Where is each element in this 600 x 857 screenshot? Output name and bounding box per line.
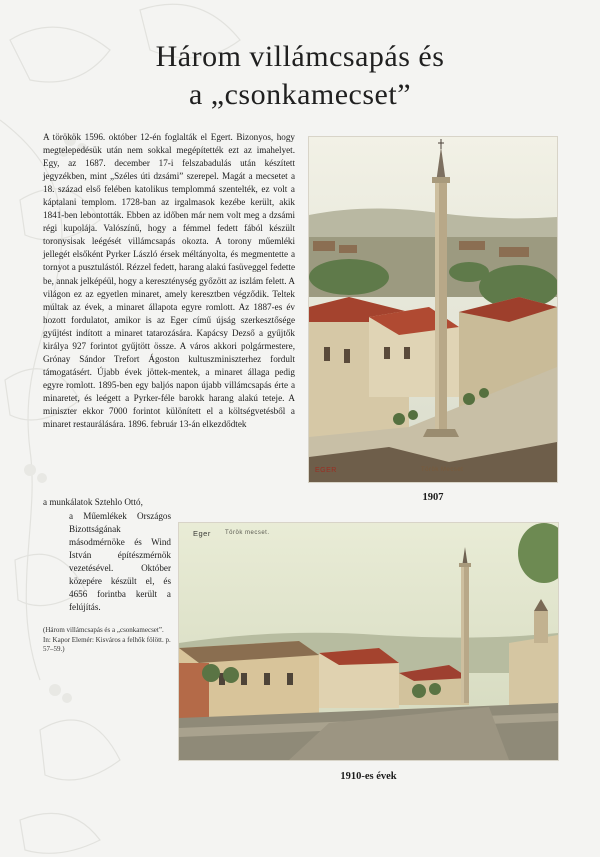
source-citation <box>43 626 171 655</box>
postcard-photo-1910s <box>179 523 558 760</box>
title-line-1: Három villámcsapás és <box>155 40 445 73</box>
article-paragraph: A törökök 1596. október 12-én foglalták el Egert. Bizonyos, hogy megtelepedésük után nem sokkal megépítették ezt az imahelyet. Egy, az 1687. december 17-i felszabadulás után készített jegyzékben, mint „Széles úti dzsámi” szerepel. Magát a mecsetet a 18. század első felében katolikus templommá szentelték, ez volt a káptalani templom. 1728-ban az irgalmasok kezébe került, akik 1841-ben lebontották. Ebben az időben már nem volt meg a dzsámi régi kupolája. Valószínű, hogy a fémmel fedett fából készült toronysisak leégését villámcsapás okozta. A torony műemléki jellegét elsőként Pyrker László érsek méltányolta, és megmentette a tornyot a pusztulástól. Rézzel fedett, harang alakú fasüveggel fedette be, annak jelképéül, hogy a kereszténység győzött az iszlám felett. A világon ez az egyetlen minaret, amely keresztben végződik. Teltek múltak az évek, a minaret állapota egyre romlott. Az 1887-es év hozott fordulatot, amikor is az Eger című újság szerkesztősége gyűjtést indított a minaret tatarozására. Kapácsy Dezső a gyűjtők királya 927 forintot gyűjtött össze. A város akkori polgármestere, Grónay Sándor Trefort Ágoston kultuszminiszterhez fordult támogatásért. Újabb évek jöttek-mentek, a minaret állaga pedig egyre romlott. 1895-ben egy baljós napon újabb villámcsapás érte a minaretet, és leégett a Pyrker-féle barokk harang alakú teteje. A miniszter ekkor 7000 forintot különített el a költségvetésből a minaret restaurálására. 1896. február 13-án elkezdődtek <box>43 132 295 430</box>
source-line-1: (Három villámcsapás és a „csonkamecset”. <box>43 626 164 634</box>
photo-caption-1910s: 1910-es évek <box>340 771 397 782</box>
postcard-label-left: Eger <box>193 529 211 538</box>
article-body-continuation-first: a munkálatok Sztehlo Ottó, <box>43 497 143 507</box>
minaret-view-1907 <box>309 137 557 482</box>
postcard-label-right: Török mecset. <box>225 530 270 536</box>
photo-caption-1907: 1907 <box>422 492 444 503</box>
article-body-continuation: a Műemlékek Országos Bizottságának másodmérnöke és Wind István építészmérnök vezetésével. Október közepére készült el, és 4656 forintba került a felújítás. <box>69 511 171 613</box>
title-line-2: a „csonkamecset” <box>188 78 412 111</box>
postcard-label-right: Török Mecset <box>421 467 464 473</box>
page-title <box>0 38 600 114</box>
postcard-label-left: EGER <box>315 467 337 474</box>
source-line-2: In: Kapor Elemér: Kisváros a felhők fölött. p. 57–59.) <box>43 635 171 653</box>
article-body <box>43 131 295 431</box>
postcard-photo-1907 <box>309 137 557 482</box>
street-view-1910s <box>179 523 558 760</box>
